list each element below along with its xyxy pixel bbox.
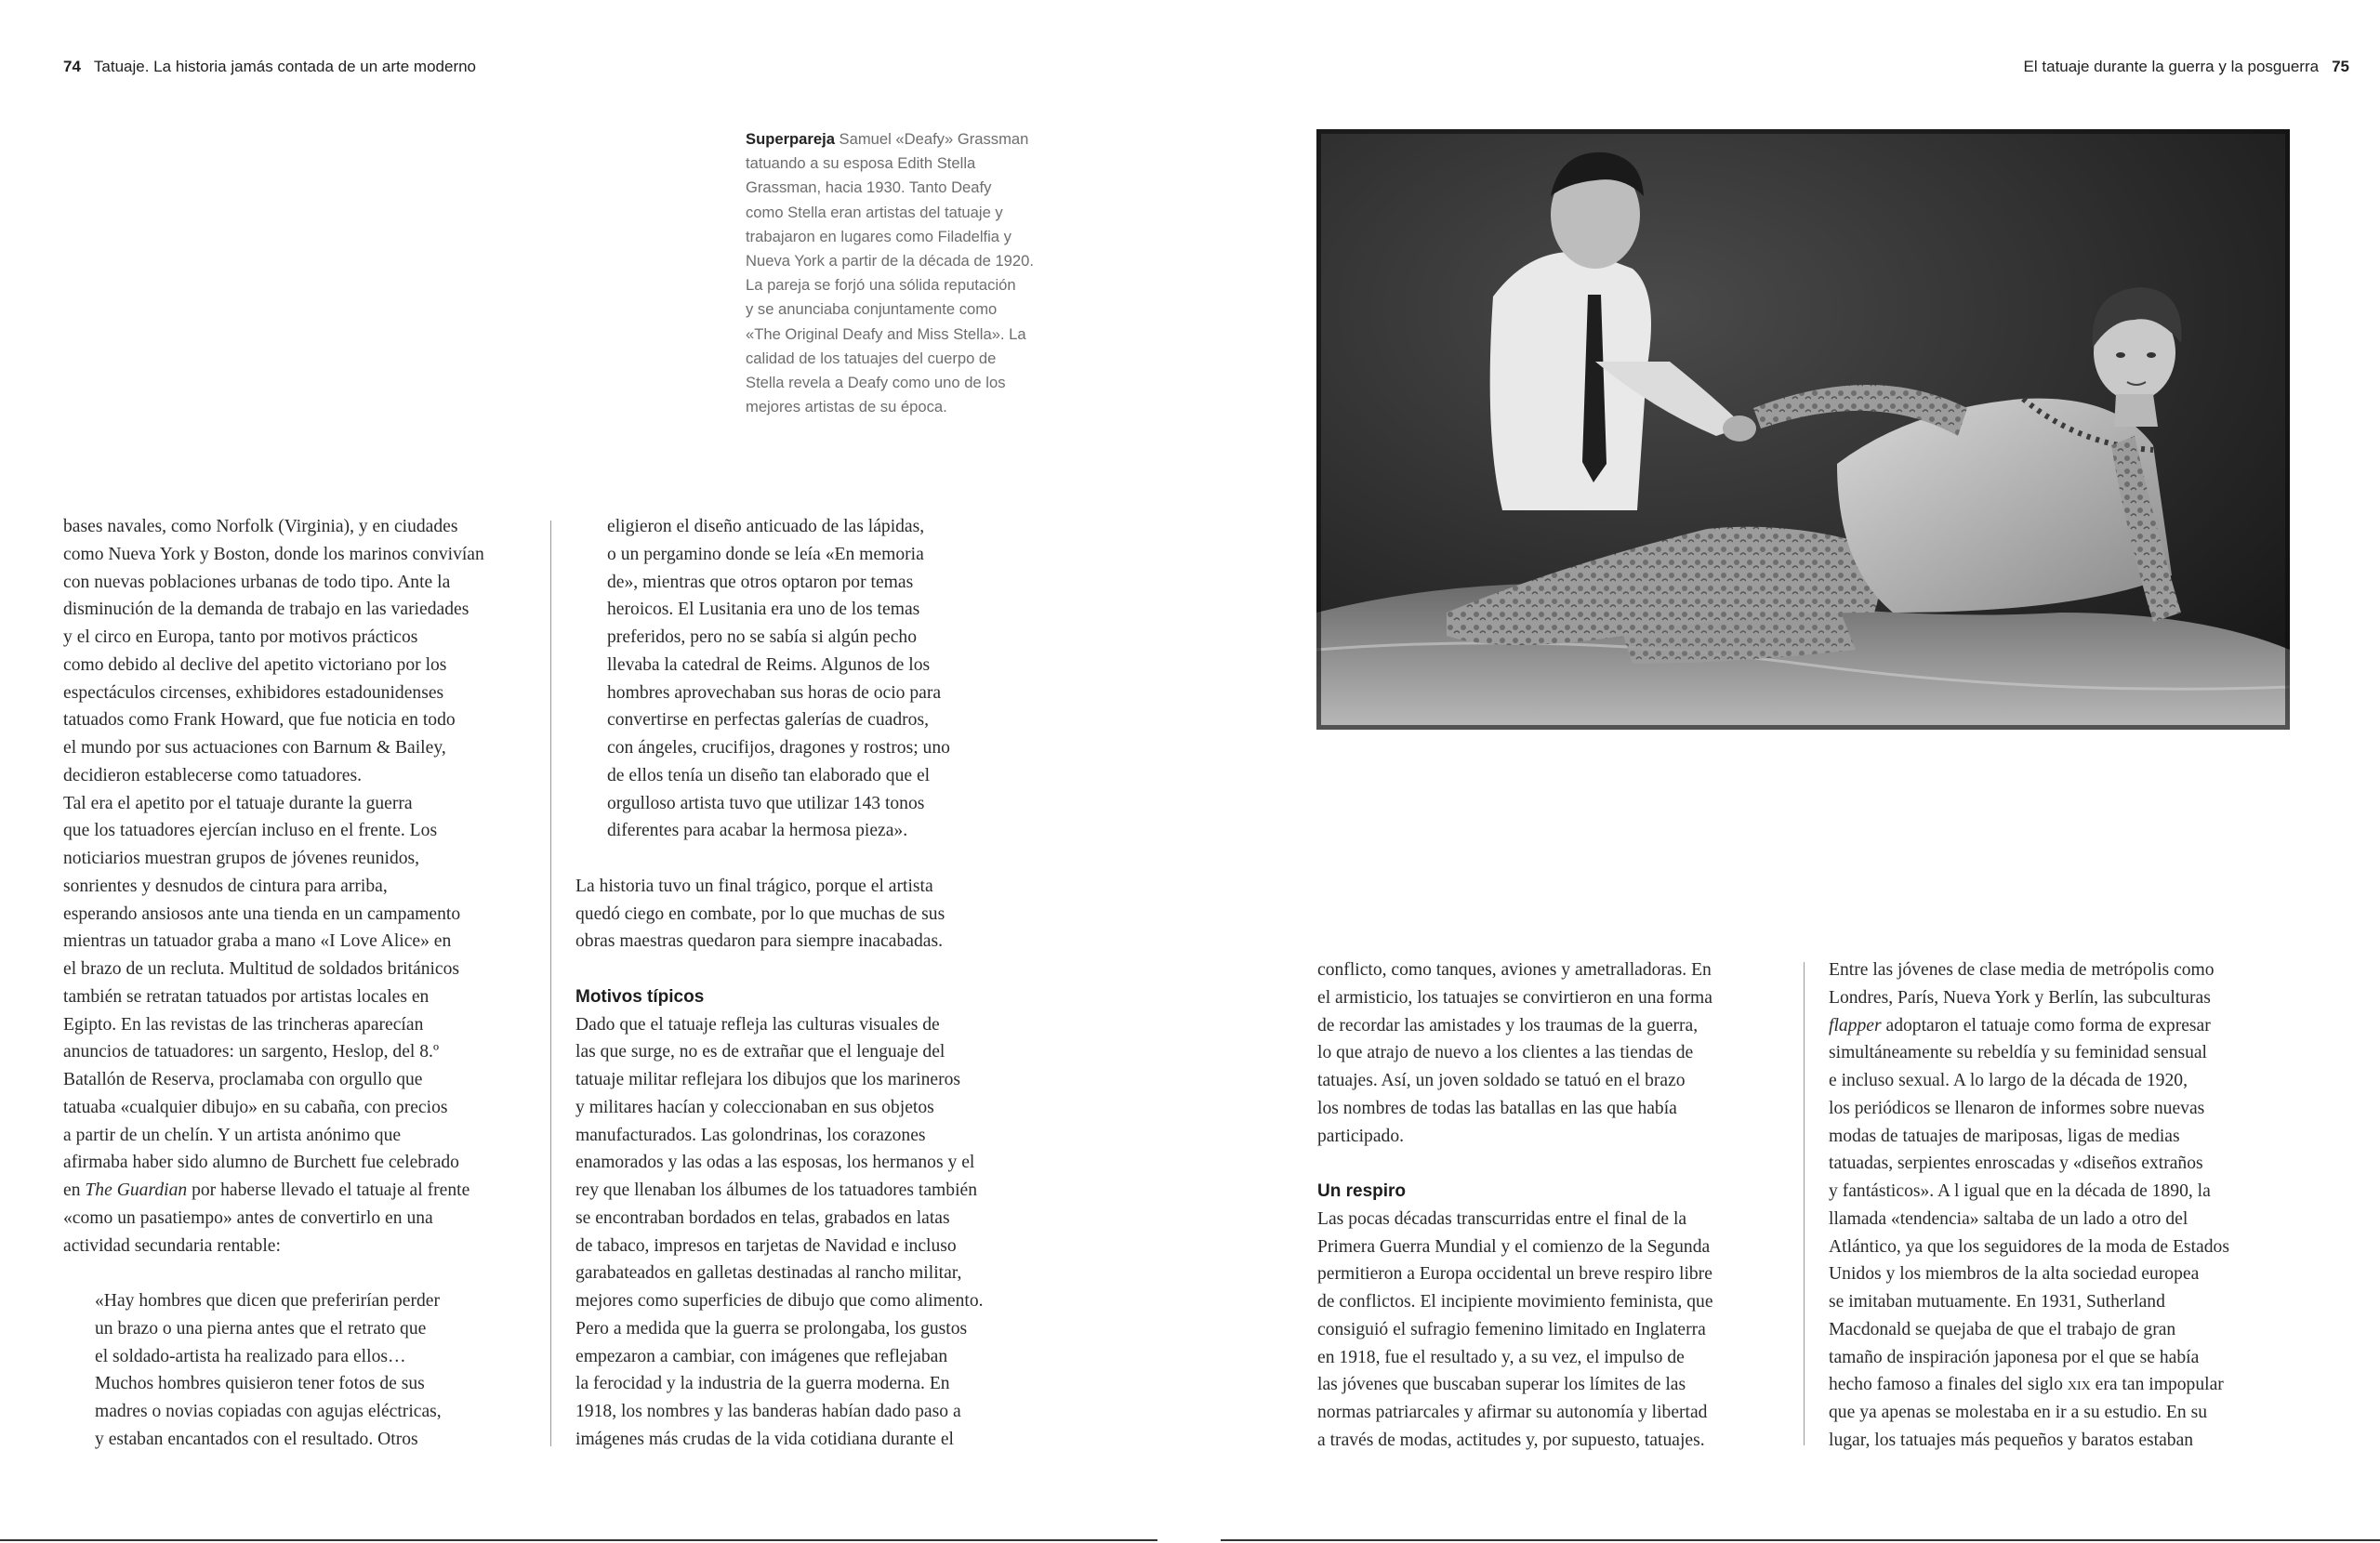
- text-line: las que surge, no es de extrañar que el lenguaje del: [575, 1042, 945, 1062]
- quote-line: Muchos hombres quisieron tener fotos de sus: [95, 1374, 425, 1394]
- text-line: como Nueva York y Boston, donde los marinos convivían: [63, 544, 484, 564]
- text-line: e incluso sexual. A lo largo de la década de 1920,: [1829, 1071, 2188, 1090]
- page-number-left: 74: [63, 58, 81, 75]
- text-line: quedó ciego en combate, por lo que muchas de sus: [575, 903, 945, 924]
- text-line: normas patriarcales y afirmar su autonomía y libertad: [1317, 1403, 1708, 1422]
- text-line: el armisticio, los tatuajes se convirtieron en una forma: [1317, 987, 1712, 1008]
- text-line: como debido al declive del apetito victoriano por los: [63, 654, 447, 675]
- bottom-rule-right: [1221, 1539, 2380, 1541]
- text-line: Atlántico, ya que los seguidores de la moda de Estados: [1829, 1236, 2229, 1257]
- caption-line: como Stella eran artistas del tatuaje y: [746, 203, 1003, 221]
- text-line: garabateados en galletas destinadas al rancho militar,: [575, 1263, 962, 1284]
- caption-line: calidad de los tatuajes del cuerpo de: [746, 349, 997, 367]
- text-line: actividad secundaria rentable:: [63, 1235, 281, 1256]
- text-line: disminución de la demanda de trabajo en las variedades: [63, 600, 469, 620]
- text-line: que los tatuadores ejercían incluso en el frente. Los: [63, 821, 438, 841]
- column-divider: [550, 521, 551, 1446]
- caption-line: La pareja se forjó una sólida reputación: [746, 276, 1016, 295]
- text-line: Entre las jóvenes de clase media de metrópolis como: [1829, 960, 2215, 980]
- text-line: [63, 1177, 542, 1205]
- column-divider: [1804, 962, 1805, 1445]
- text-line: conflicto, como tanques, aviones y ametralladoras. En: [1317, 960, 1712, 980]
- block-quote: [63, 1287, 542, 1454]
- italic-term: flapper: [1829, 1015, 1882, 1035]
- text-line: participado.: [1317, 1126, 1405, 1146]
- text-line: los periódicos se llenaron de informes sobre nuevas: [1829, 1098, 2205, 1118]
- quote-line: un brazo o una pierna antes que el retrato que: [95, 1318, 427, 1339]
- quote-line: heroicos. El Lusitania era uno de los temas: [607, 600, 920, 620]
- text-line: simultáneamente su rebeldía y su feminidad sensual: [1829, 1043, 2208, 1063]
- text-line: bases navales, como Norfolk (Virginia), y en ciudades: [63, 517, 458, 536]
- quote-line: convertirse en perfectas galerías de cuadros,: [607, 710, 929, 731]
- text-line: permitieron a Europa occidental un breve respiro libre: [1317, 1264, 1712, 1285]
- text-line: lugar, los tatuajes más pequeños y baratos estaban: [1829, 1430, 2194, 1450]
- quote-line: de», mientras que otros optaron por temas: [607, 572, 914, 592]
- text-line: manufacturados. Las golondrinas, los corazones: [575, 1125, 926, 1145]
- quote-line: madres o novias copiadas con agujas eléctricas,: [95, 1402, 442, 1421]
- century-numeral: xix: [2067, 1375, 2091, 1395]
- text-line: Unidos y los miembros de la alta sociedad europea: [1829, 1264, 2200, 1285]
- text-fragment: adoptaron el tatuaje como forma de expresar: [1881, 1015, 2211, 1035]
- text-line: se imitaban mutuamente. En 1931, Sutherland: [1829, 1292, 2165, 1312]
- quote-line: orgulloso artista tuvo que utilizar 143 tonos: [607, 793, 925, 813]
- caption-line: Nueva York a partir de la década de 1920.: [746, 252, 1034, 270]
- caption-line: Stella revela a Deafy como uno de los: [746, 374, 1006, 392]
- photo-illustration: [1316, 129, 2290, 730]
- newspaper-title: The Guardian: [85, 1180, 188, 1200]
- text-line: el mundo por sus actuaciones con Barnum & Bailey,: [63, 738, 446, 758]
- quote-line: de ellos tenía un diseño tan elaborado que el: [607, 765, 931, 785]
- paragraph: [63, 790, 542, 1260]
- text-column-1: [63, 513, 542, 1454]
- text-line: mientras un tatuador graba a mano «I Love Alice» en: [63, 931, 452, 952]
- quote-line: con ángeles, crucifijos, dragones y rostros; uno: [607, 738, 950, 758]
- bottom-rule-left: [0, 1539, 1157, 1541]
- quote-line: y estaban encantados con el resultado. Otros: [95, 1429, 418, 1449]
- text-line: y el circo en Europa, tanto por motivos prácticos: [63, 627, 418, 647]
- photo-caption: [746, 127, 1052, 419]
- text-line: anuncios de tatuadores: un sargento, Heslop, del 8.º: [63, 1042, 440, 1062]
- paragraph: [1317, 956, 1792, 1150]
- text-line: afirmaba haber sido alumno de Burchett fue celebrado: [63, 1153, 459, 1173]
- text-fragment: hecho famoso a finales del siglo: [1829, 1375, 2068, 1395]
- text-line: «como un pasatiempo» antes de convertirlo en una: [63, 1207, 433, 1228]
- text-line: tamaño de inspiración japonesa por el que se había: [1829, 1347, 2200, 1367]
- quote-line: hombres aprovechaban sus horas de ocio para: [607, 682, 942, 703]
- paragraph: [1317, 1206, 1792, 1455]
- paragraph-gap: [63, 1259, 542, 1287]
- paragraph-gap: [575, 956, 1059, 983]
- text-column-4: [1829, 956, 2312, 1455]
- caption-line: trabajaron en lugares como Filadelfia y: [746, 227, 1012, 245]
- text-line: espectáculos circenses, exhibidores estadounidenses: [63, 682, 444, 703]
- text-fragment: por haberse llevado el tatuaje al frente: [187, 1180, 470, 1200]
- quote-line: el soldado-artista ha realizado para ellos…: [95, 1346, 406, 1366]
- section-heading: Motivos típicos: [575, 986, 705, 1007]
- text-line: la ferocidad y la industria de la guerra moderna. En: [575, 1374, 950, 1394]
- text-line: llamada «tendencia» saltaba de un lado a otro del: [1829, 1208, 2188, 1229]
- paragraph: [63, 513, 542, 790]
- paragraph: [575, 873, 1059, 956]
- historical-photograph: [1316, 129, 2290, 730]
- text-line: de conflictos. El incipiente movimiento feminista, que: [1317, 1292, 1713, 1312]
- quote-line: llevaba la catedral de Reims. Algunos de los: [607, 654, 931, 675]
- text-line: Primera Guerra Mundial y el comienzo de la Segunda: [1317, 1236, 1711, 1257]
- text-line: decidieron establecerse como tatuadores.: [63, 765, 362, 785]
- paragraph: [575, 1011, 1059, 1454]
- text-line: tatuadas, serpientes enroscadas y «diseños extraños: [1829, 1154, 2203, 1174]
- text-line: Pero a medida que la guerra se prolongaba, los gustos: [575, 1318, 968, 1339]
- paragraph-gap: [1317, 1150, 1792, 1178]
- text-column-3: [1317, 956, 1792, 1455]
- caption-line: Grassman, hacia 1930. Tanto Deafy: [746, 178, 992, 197]
- quote-line: o un pergamino donde se leía «En memoria: [607, 544, 924, 564]
- text-line: a partir de un chelín. Y un artista anónimo que: [63, 1125, 402, 1145]
- running-title-left: Tatuaje. La historia jamás contada de un arte moderno: [93, 58, 477, 75]
- text-line: el brazo de un recluta. Multitud de soldados británicos: [63, 959, 460, 979]
- text-line: los nombres de todas las batallas en las que había: [1317, 1098, 1677, 1118]
- running-title-right: El tatuaje durante la guerra y la posguerra: [2023, 58, 2320, 75]
- text-line: enamorados y las odas a las esposas, los hermanos y el: [575, 1153, 975, 1173]
- text-line: Batallón de Reserva, proclamaba con orgullo que: [63, 1070, 423, 1089]
- text-line: Tal era el apetito por el tatuaje durante la guerra: [63, 793, 413, 813]
- text-line: tatuaba «cualquier dibujo» en su cabaña, con precios: [63, 1097, 448, 1117]
- text-line: a través de modas, actitudes y, por supuesto, tatuajes.: [1317, 1430, 1705, 1450]
- text-line: tatuaje militar reflejara los dibujos que los marineros: [575, 1070, 961, 1089]
- text-line: obras maestras quedaron para siempre inacabadas.: [575, 931, 943, 952]
- text-line: sonrientes y desnudos de cintura para arriba,: [63, 876, 388, 896]
- caption-line: tatuando a su esposa Edith Stella: [746, 154, 976, 173]
- caption-line: «The Original Deafy and Miss Stella». La: [746, 324, 1026, 343]
- quote-line: eligieron el diseño anticuado de las lápidas,: [607, 517, 925, 536]
- text-line: empezaron a cambiar, con imágenes que reflejaban: [575, 1346, 948, 1366]
- text-line: mejores como superficies de dibujo que como alimento.: [575, 1291, 984, 1311]
- text-line: lo que atrajo de nuevo a los clientes a las tiendas de: [1317, 1043, 1694, 1063]
- paragraph-gap: [575, 845, 1059, 873]
- text-fragment: era tan impopular: [2090, 1375, 2224, 1395]
- text-line: [1829, 1371, 2312, 1399]
- text-line: Londres, París, Nueva York y Berlín, las subculturas: [1829, 987, 2211, 1008]
- text-line: en 1918, fue el resultado y, a su vez, el impulso de: [1317, 1347, 1685, 1367]
- text-line: La historia tuvo un final trágico, porque el artista: [575, 876, 933, 896]
- text-line: de tabaco, impresos en tarjetas de Navidad e incluso: [575, 1235, 957, 1256]
- text-line: y militares hacían y coleccionaban en sus objetos: [575, 1097, 934, 1117]
- text-line: Egipto. En las revistas de las trincheras aparecían: [63, 1014, 424, 1035]
- quote-line: diferentes para acabar la hermosa pieza».: [607, 821, 908, 841]
- text-line: 1918, los nombres y las banderas habían dado paso a: [575, 1402, 961, 1421]
- text-column-2: [575, 513, 1059, 1454]
- caption-line: Samuel «Deafy» Grassman: [834, 130, 1029, 148]
- text-line: modas de tatuajes de mariposas, ligas de medias: [1829, 1126, 2180, 1146]
- text-line: imágenes más crudas de la vida cotidiana durante el: [575, 1429, 954, 1449]
- text-line: Macdonald se quejaba de que el trabajo de gran: [1829, 1319, 2176, 1339]
- paragraph: [1829, 956, 2312, 1455]
- text-line: también se retratan tatuados por artistas locales en: [63, 986, 430, 1007]
- caption-title: Superpareja: [746, 130, 835, 148]
- block-quote-continued: [575, 513, 1059, 845]
- quote-line: preferidos, pero no se sabía si algún pecho: [607, 627, 917, 647]
- text-line: esperando ansiosos ante una tienda en un campamento: [63, 903, 461, 924]
- text-line: Las pocas décadas transcurridas entre el final de la: [1317, 1208, 1687, 1229]
- quote-line: «Hay hombres que dicen que preferirían perder: [95, 1291, 441, 1311]
- text-line: y fantásticos». A l igual que en la década de 1890, la: [1829, 1181, 2211, 1201]
- running-head-left: [63, 58, 476, 76]
- text-line: tatuajes. Así, un joven soldado se tatuó en el brazo: [1317, 1071, 1686, 1090]
- text-line: de recordar las amistades y los traumas de la guerra,: [1317, 1015, 1699, 1035]
- text-line: Dado que el tatuaje refleja las culturas visuales de: [575, 1014, 940, 1035]
- caption-line: mejores artistas de su época.: [746, 398, 947, 416]
- text-line: tatuados como Frank Howard, que fue noticia en todo: [63, 710, 456, 731]
- text-line: noticiarios muestran grupos de jóvenes reunidos,: [63, 849, 420, 868]
- text-line: las jóvenes que buscaban superar los límites de las: [1317, 1375, 1686, 1395]
- text-fragment: en: [63, 1180, 86, 1200]
- caption-line: y se anunciaba conjuntamente como: [746, 300, 998, 319]
- section-heading: Un respiro: [1317, 1181, 1407, 1201]
- text-line: [1829, 1012, 2312, 1040]
- page-number-right: 75: [2332, 58, 2349, 75]
- text-line: con nuevas poblaciones urbanas de todo tipo. Ante la: [63, 572, 451, 592]
- text-line: consiguió el sufragio femenino limitado en Inglaterra: [1317, 1319, 1706, 1339]
- running-head-right: [2024, 58, 2349, 76]
- text-line: se encontraban bordados en telas, grabados en latas: [575, 1207, 950, 1228]
- text-line: rey que llenaban los álbumes de los tatuadores también: [575, 1180, 978, 1200]
- text-line: que ya apenas se molestaba en ir a su estudio. En su: [1829, 1403, 2208, 1422]
